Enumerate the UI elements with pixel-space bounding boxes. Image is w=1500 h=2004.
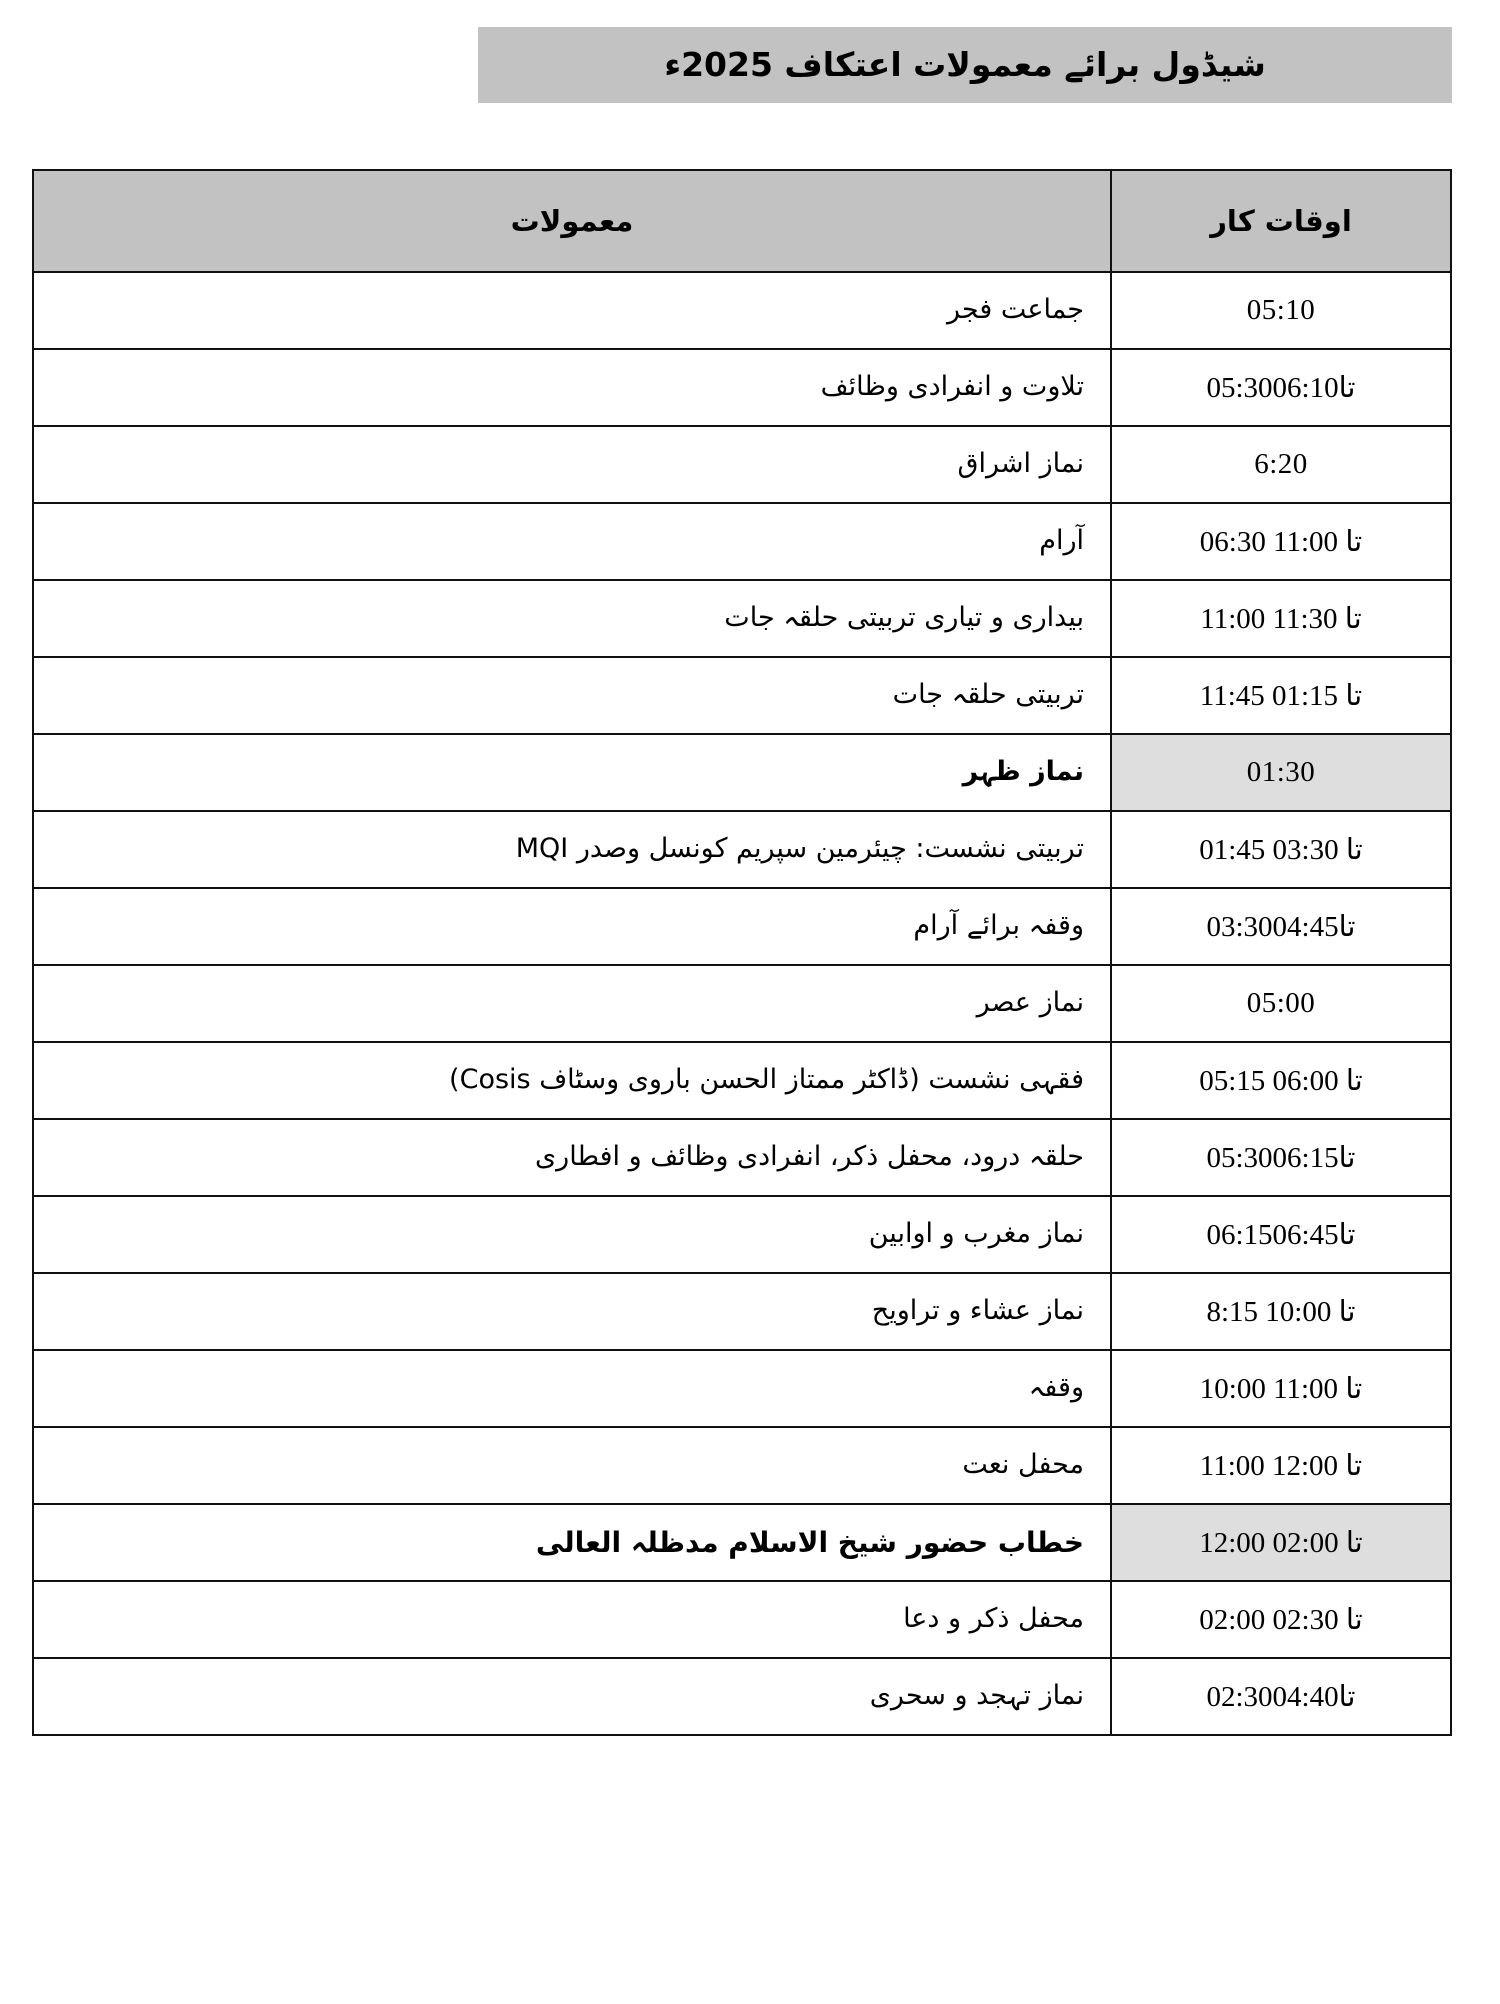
table-row: [33, 1427, 1451, 1504]
cell-time: 05:30تا06:10: [1111, 349, 1451, 426]
column-header-time: اوقات کار: [1111, 170, 1451, 272]
column-header-activity: معمولات: [33, 170, 1111, 272]
table-row: [33, 580, 1451, 657]
cell-activity: وقفہ: [33, 1350, 1111, 1427]
cell-time: 05:15 تا 06:00: [1111, 1042, 1451, 1119]
cell-time: 03:30تا04:45: [1111, 888, 1451, 965]
cell-time: 11:45 تا 01:15: [1111, 657, 1451, 734]
title-banner: [478, 27, 1452, 103]
cell-activity: حلقہ درود، محفل ذکر، انفرادی وظائف و افطاری: [33, 1119, 1111, 1196]
table-body: [33, 272, 1451, 1735]
table-row: [33, 734, 1451, 811]
table-row: [33, 1119, 1451, 1196]
table-row: [33, 272, 1451, 349]
cell-time: 01:30: [1111, 734, 1451, 811]
cell-activity: محفل ذکر و دعا: [33, 1581, 1111, 1658]
cell-activity: نماز تہجد و سحری: [33, 1658, 1111, 1735]
cell-time: 06:30 تا 11:00: [1111, 503, 1451, 580]
cell-time: 02:00 تا 02:30: [1111, 1581, 1451, 1658]
cell-activity: فقہی نشست (ڈاکٹر ممتاز الحسن باروی وسٹاف Cosis): [33, 1042, 1111, 1119]
table-row: [33, 1042, 1451, 1119]
cell-time: 01:45 تا 03:30: [1111, 811, 1451, 888]
cell-time: 02:30تا04:40: [1111, 1658, 1451, 1735]
table-row: [33, 965, 1451, 1042]
cell-time: 11:00 تا 11:30: [1111, 580, 1451, 657]
cell-activity: محفل نعت: [33, 1427, 1111, 1504]
cell-time: 6:20: [1111, 426, 1451, 503]
table-row: [33, 349, 1451, 426]
cell-activity: آرام: [33, 503, 1111, 580]
cell-activity: نماز عصر: [33, 965, 1111, 1042]
table-row: [33, 503, 1451, 580]
cell-activity: نماز عشاء و تراویح: [33, 1273, 1111, 1350]
table-header-row: [33, 170, 1451, 272]
cell-activity: نماز ظہر: [33, 734, 1111, 811]
table-row: [33, 1581, 1451, 1658]
cell-activity: خطاب حضور شیخ الاسلام مدظلہ العالی: [33, 1504, 1111, 1581]
page-title: شیڈول برائے معمولات اعتکاف 2025ء: [664, 45, 1266, 85]
table-row: [33, 1658, 1451, 1735]
cell-time: 11:00 تا 12:00: [1111, 1427, 1451, 1504]
table-row: [33, 1350, 1451, 1427]
table-row: [33, 1273, 1451, 1350]
cell-time: 06:15تا06:45: [1111, 1196, 1451, 1273]
cell-activity: نماز اشراق: [33, 426, 1111, 503]
table-row: [33, 1196, 1451, 1273]
table-row: [33, 426, 1451, 503]
cell-time: 12:00 تا 02:00: [1111, 1504, 1451, 1581]
table-row: [33, 1504, 1451, 1581]
cell-time: 05:10: [1111, 272, 1451, 349]
cell-activity: بیداری و تیاری تربیتی حلقہ جات: [33, 580, 1111, 657]
cell-time: 10:00 تا 11:00: [1111, 1350, 1451, 1427]
cell-activity: وقفہ برائے آرام: [33, 888, 1111, 965]
cell-time: 05:00: [1111, 965, 1451, 1042]
cell-time: 8:15 تا 10:00: [1111, 1273, 1451, 1350]
table-row: [33, 888, 1451, 965]
schedule-table: [32, 169, 1452, 1736]
cell-activity: تلاوت و انفرادی وظائف: [33, 349, 1111, 426]
table-header: [33, 170, 1451, 272]
cell-time: 05:30تا06:15: [1111, 1119, 1451, 1196]
cell-activity: تربیتی حلقہ جات: [33, 657, 1111, 734]
table-row: [33, 811, 1451, 888]
cell-activity: نماز مغرب و اوابین: [33, 1196, 1111, 1273]
cell-activity: تربیتی نشست: چیئرمین سپریم کونسل وصدر MQI: [33, 811, 1111, 888]
table-row: [33, 657, 1451, 734]
cell-activity: جماعت فجر: [33, 272, 1111, 349]
